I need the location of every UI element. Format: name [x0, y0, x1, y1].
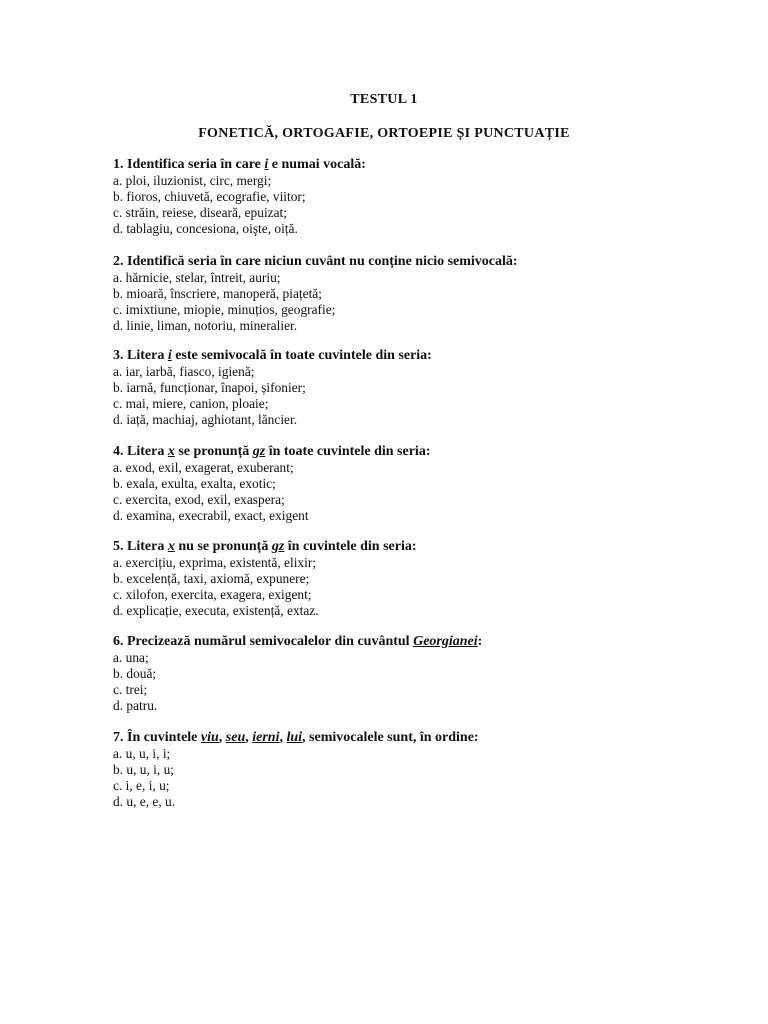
prompt-text: 6. Precizează numărul semivocalelor din cuvântul [113, 634, 414, 649]
answer-option-a: a. hărnicie, stelar, întreit, auriu; [113, 270, 281, 285]
prompt-text: e numai vocală: [268, 157, 366, 172]
prompt-text: 5. Litera [113, 539, 168, 554]
answer-option-a: a. u, u, i, i; [113, 746, 171, 761]
question-1 [113, 157, 673, 237]
highlighted-term: ierni [252, 730, 280, 745]
prompt-text: 7. În cuvintele [113, 730, 201, 745]
highlighted-term: x [167, 539, 175, 554]
prompt-text: se pronunță [174, 444, 253, 459]
highlighted-term: i [264, 157, 269, 172]
answer-option-b: b. iarnă, funcționar, înapoi, șifonier; [113, 380, 306, 395]
question-prompt [113, 539, 673, 555]
highlighted-term: Georgianei [413, 634, 478, 649]
question-prompt [113, 157, 673, 173]
answer-option-c: c. imixtiune, miopie, minuțios, geografie; [113, 302, 336, 317]
highlighted-term: gz [271, 539, 285, 554]
answer-option-d: d. examina, execrabil, exact, exigent [113, 508, 309, 523]
answer-option-b: b. două; [113, 666, 157, 681]
answer-option-d: d. explicație, executa, existență, extaz. [113, 603, 319, 618]
answer-option-c: c. trei; [113, 682, 148, 697]
prompt-text: , [218, 730, 226, 745]
question-2 [113, 254, 673, 334]
answer-option-a: a. exod, exil, exagerat, exuberant; [113, 460, 294, 475]
question-6 [113, 634, 673, 714]
prompt-text: 3. Litera [113, 348, 168, 363]
answer-option-b: b. exala, exulta, exalta, exotic; [113, 476, 276, 491]
question-prompt [113, 634, 673, 650]
answer-option-c: c. i, e, i, u; [113, 778, 170, 793]
prompt-text: : [477, 634, 483, 649]
answer-option-c: c. exercita, exod, exil, exaspera; [113, 492, 285, 507]
answer-option-c: c. xilofon, exercita, exagera, exigent; [113, 587, 312, 602]
prompt-text: în toate cuvintele din seria: [265, 444, 431, 459]
question-5 [113, 539, 673, 619]
answer-option-b: b. excelență, taxi, axiomă, expunere; [113, 571, 310, 586]
answer-option-a: a. una; [113, 650, 149, 665]
answer-option-c: c. străin, reiese, diseară, epuizat; [113, 205, 287, 220]
answer-option-b: b. fioros, chiuvetă, ecografie, viitor; [113, 189, 306, 204]
prompt-text: este semivocală în toate cuvintele din seria: [171, 348, 432, 363]
answer-option-c: c. mai, miere, canion, ploaie; [113, 396, 269, 411]
answer-option-a: a. ploi, iluzionist, circ, mergi; [113, 173, 272, 188]
highlighted-term: i [167, 348, 172, 363]
answer-option-b: b. mioară, înscriere, manoperă, piațetă; [113, 286, 322, 301]
question-prompt [113, 730, 673, 746]
prompt-text: 2. Identifică seria în care niciun cuvânt nu conține nicio semivocală: [113, 254, 518, 269]
answer-option-d: d. patru. [113, 698, 158, 713]
test-title: TESTUL 1 [350, 92, 418, 107]
prompt-text: 1. Identifica seria în care [113, 157, 265, 172]
prompt-text: , semivocalele sunt, în ordine: [302, 730, 479, 745]
highlighted-term: x [167, 444, 175, 459]
highlighted-term: seu [225, 730, 246, 745]
question-3 [113, 348, 673, 428]
prompt-text: 4. Litera [113, 444, 168, 459]
answer-option-d: d. tablagiu, concesiona, oişte, oiță. [113, 221, 298, 236]
question-7 [113, 730, 673, 810]
answer-option-a: a. exercițiu, exprima, existentă, elixir; [113, 555, 317, 570]
answer-option-b: b. u, u, i, u; [113, 762, 175, 777]
question-4 [113, 444, 673, 524]
prompt-text: , [245, 730, 253, 745]
prompt-text: în cuvintele din seria: [284, 539, 417, 554]
highlighted-term: viu [200, 730, 219, 745]
answer-option-a: a. iar, iarbă, fiasco, igienă; [113, 364, 255, 379]
highlighted-term: lui [286, 730, 303, 745]
question-prompt [113, 348, 673, 364]
highlighted-term: gz [252, 444, 266, 459]
question-prompt [113, 444, 673, 460]
question-prompt [113, 254, 673, 270]
section-title: FONETICĂ, ORTOGAFIE, ORTOEPIE ȘI PUNCTUAȚIE [198, 126, 570, 141]
answer-option-d: d. linie, liman, notoriu, mineralier. [113, 318, 298, 333]
answer-option-d: d. u, e, e, u. [113, 794, 176, 809]
answer-option-d: d. iață, machiaj, aghiotant, lăncier. [113, 412, 298, 427]
prompt-text: , [279, 730, 287, 745]
prompt-text: nu se pronunță [174, 539, 272, 554]
